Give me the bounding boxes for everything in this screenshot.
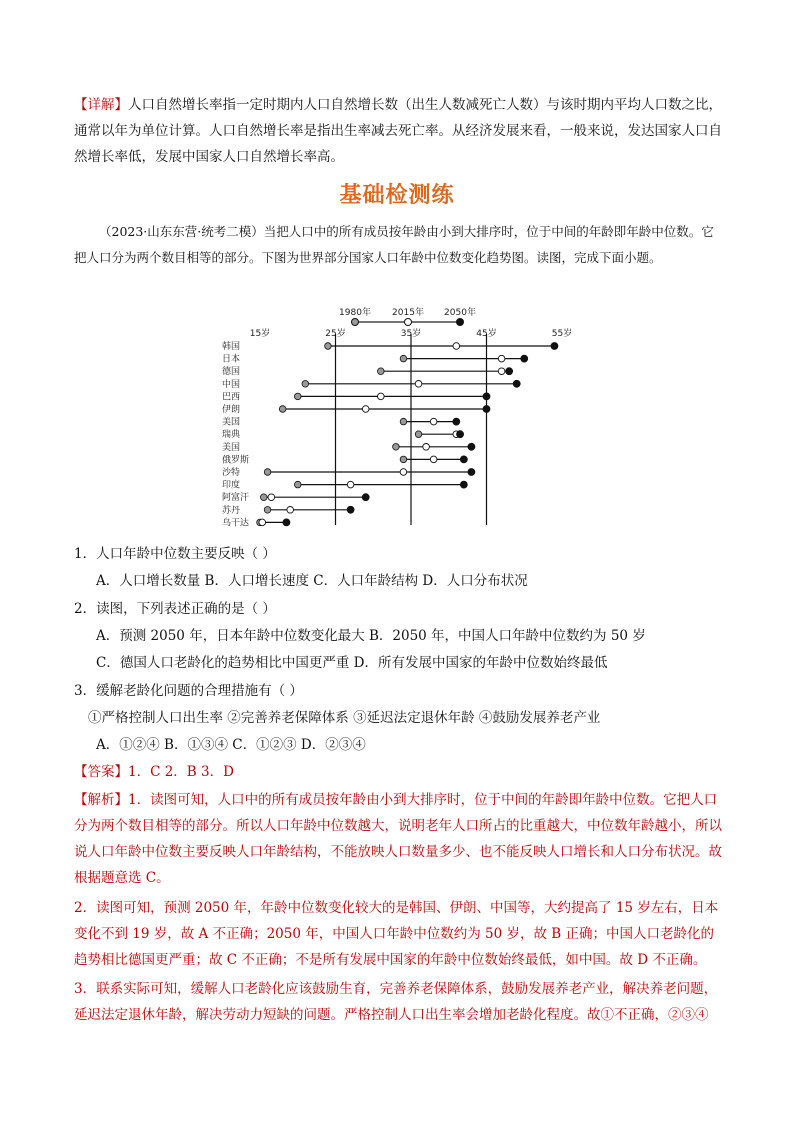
country-label: 韩国 [222, 342, 241, 352]
country-label: 俄罗斯 [222, 455, 250, 466]
point-1980 [260, 494, 267, 501]
point-2015 [400, 469, 407, 476]
legend-marker-2 [457, 319, 464, 326]
country-label: 中国 [222, 379, 241, 390]
analysis-p1-text: 1．读图可知，人口中的所有成员按年龄由小到大排序时，位于中间的年龄即年龄中位数。它把人口分为两个数目相等的部分。所以人口年龄中位数越大，说明老年人口所占的比重越大，中位数年龄越小，所以说人口年龄中位数主要反映人口年龄结构，不能放映人口数量多少、也不能反映人口增长和人口分布状况。故根据题意选 C。 [74, 792, 722, 886]
point-2015 [423, 444, 430, 451]
x-tick-label: 15岁 [249, 329, 271, 339]
detail-paragraph [74, 92, 724, 170]
q1-stem: 1．人口年龄中位数主要反映（ ） [74, 546, 276, 562]
point-1980 [415, 431, 422, 438]
point-2050 [506, 368, 513, 375]
point-2050 [468, 469, 475, 476]
q3-stem: 3．缓解老龄化问题的合理措施有（ ） [74, 683, 303, 699]
country-label: 沙特 [222, 468, 241, 478]
legend-label-0: 1980年 [339, 308, 371, 318]
x-tick-label: 35岁 [400, 329, 422, 339]
point-1980 [400, 355, 407, 362]
section-title: 基础检测练 [339, 183, 455, 208]
country-label: 美国 [222, 417, 241, 428]
point-1980 [294, 393, 301, 400]
analysis-p1 [74, 787, 724, 891]
analysis-label: 【解析】 [74, 792, 128, 808]
point-2015 [430, 418, 437, 425]
point-2050 [513, 380, 520, 387]
country-label: 德国 [222, 367, 241, 378]
x-tick-label: 55岁 [551, 329, 573, 339]
point-2015 [259, 519, 266, 526]
q3-items: ①严格控制人口出生率 ②完善养老保障体系 ③延迟法定退休年龄 ④鼓励发展养老产业 [88, 710, 601, 726]
chart-legend [339, 306, 476, 326]
point-1980 [294, 481, 301, 488]
detail-text: 人口自然增长率指一定时期内人口自然增长数（出生人数减死亡人数）与该时期内平均人口数之比，通常以年为单位计算。人口自然增长率是指出生率减去死亡率。从经济发展来看，一般来说，发达国家人口自然增长率低，发展中国家人口自然增长率高。 [74, 97, 722, 165]
point-1980 [400, 456, 407, 463]
intro-paragraph: （2023·山东东营·统考二模）当把人口中的所有成员按年龄由小到大排序时，位于中间的年龄即年龄中位数。它把人口分为两个数目相等的部分。下图为世界部分国家人口年龄中位数变化趋势图。读图，完成下面小题。 [74, 224, 714, 265]
point-2050 [468, 443, 475, 450]
country-label: 乌干达 [222, 518, 250, 528]
point-2015 [362, 406, 369, 413]
x-tick-label: 25岁 [325, 329, 346, 339]
point-1980 [378, 368, 385, 375]
median-age-chart [210, 298, 580, 528]
country-label: 日本 [222, 354, 241, 365]
point-1980 [302, 381, 309, 388]
country-label: 巴西 [222, 392, 241, 403]
point-2015 [378, 393, 385, 400]
x-tick-label: 45岁 [476, 329, 497, 339]
country-label: 苏丹 [222, 505, 241, 516]
point-2015 [430, 456, 437, 463]
detail-label: 【详解】 [74, 97, 128, 113]
point-2015 [268, 494, 275, 501]
country-label: 印度 [222, 480, 241, 491]
point-2050 [457, 431, 464, 438]
chart-rows [222, 340, 558, 528]
point-2015 [415, 381, 422, 388]
q3-options: A．①②④ B．①③④ C．①②③ D．②③④ [96, 737, 366, 753]
q2-options-line1: A．预测 2050 年，日本年龄中位数变化最大 B．2050 年，中国人口年龄中位数约为 50 岁 [96, 628, 646, 644]
point-2050 [483, 406, 490, 413]
point-2015 [287, 507, 294, 514]
country-label: 瑞典 [222, 430, 241, 441]
analysis-p2: 2．读图可知，预测 2050 年，年龄中位数变化较大的是韩国、伊朗、中国等，大约提高了 15 岁左右，日本变化不到 19 岁，故 A 不正确；2050 年，中国人口年龄中位数约为 50 岁，故 B 正确；中国人口老龄化的趋势相比德国更严重；故 C 不正确；不是所有发展中国家的年龄中位数始终最低，如中国。故 D 不正确。 [74, 900, 719, 968]
country-label: 阿富汗 [222, 493, 250, 504]
analysis-p3: 3．联系实际可知，缓解人口老龄化应该鼓励生育，完善养老保障体系，鼓励发展养老产业，解决养老问题，延迟法定退休年龄，解决劳动力短缺的问题。严格控制人口出生率会增加老龄化程度。故①不正确，②③④ [74, 981, 718, 1023]
q2-options-line2: C．德国人口老龄化的趋势相比中国更严重 D．所有发展中国家的年龄中位数始终最低 [96, 655, 608, 671]
point-2050 [347, 506, 354, 513]
point-2050 [551, 343, 558, 350]
point-2050 [521, 355, 528, 362]
point-2050 [283, 519, 290, 526]
point-1980 [393, 444, 400, 451]
legend-marker-1 [405, 319, 412, 326]
point-2015 [498, 368, 505, 375]
point-1980 [400, 418, 407, 425]
country-label: 伊朗 [222, 405, 241, 415]
answer-line [74, 760, 234, 780]
point-2050 [460, 481, 467, 488]
point-2050 [453, 418, 460, 425]
point-2015 [453, 343, 460, 350]
point-1980 [264, 469, 271, 476]
answer-label: 【答案】 [74, 764, 128, 780]
point-1980 [279, 406, 286, 413]
legend-label-2: 2050年 [444, 308, 476, 318]
legend-marker-0 [352, 319, 359, 326]
point-2050 [483, 393, 490, 400]
point-1980 [325, 343, 332, 350]
point-2050 [362, 494, 369, 501]
point-2050 [460, 456, 467, 463]
point-2015 [498, 355, 505, 362]
q2-stem: 2．读图，下列表述正确的是（ ） [74, 601, 276, 617]
point-1980 [264, 507, 271, 514]
country-label: 美国 [222, 442, 241, 453]
point-2015 [347, 481, 354, 488]
legend-label-1: 2015年 [392, 308, 424, 318]
answer-text: 1．C 2．B 3．D [128, 764, 234, 780]
q1-options: A．人口增长数量 B．人口增长速度 C．人口年龄结构 D．人口分布状况 [96, 573, 528, 589]
